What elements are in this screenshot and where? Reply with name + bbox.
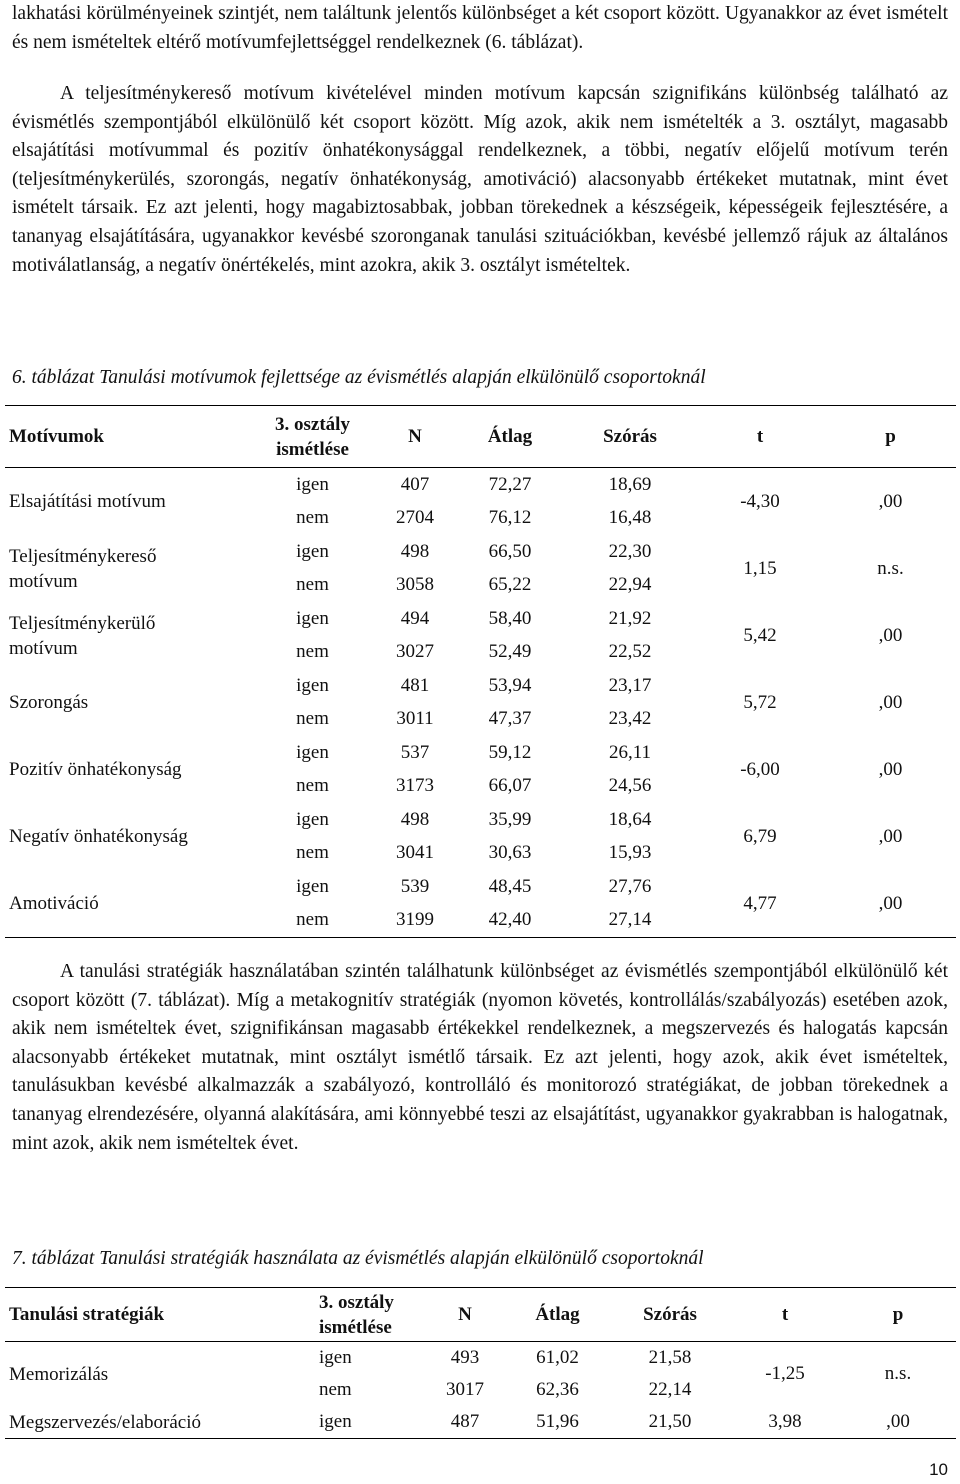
mean-cell: 30,63: [488, 842, 532, 864]
mean-cell: 72,27: [488, 473, 532, 495]
n-cell: 2704: [396, 507, 434, 529]
repeat-group-cell: igen: [319, 1411, 352, 1432]
row-label-line: motívum: [9, 570, 78, 592]
mean-cell: 66,50: [488, 540, 532, 562]
header-n: N: [375, 406, 455, 468]
t-value-cell: -1,25: [765, 1363, 805, 1384]
t-value-cell: 6,79: [743, 825, 777, 847]
row-label-line: Amotiváció: [9, 893, 99, 914]
table-row: [5, 1342, 956, 1375]
p-value-cell: ,00: [878, 490, 903, 512]
row-label: [5, 736, 250, 803]
sd-cell: 24,56: [608, 775, 652, 797]
sd-cell: 22,14: [648, 1379, 692, 1400]
p-value-cell: n.s.: [877, 557, 904, 579]
sd-cell: 23,17: [608, 674, 652, 696]
n-cell: 481: [400, 674, 430, 696]
repeat-group-cell: nem: [296, 842, 329, 864]
mean-cell: 59,12: [488, 741, 532, 763]
motives-table: [5, 405, 956, 938]
table-row: [5, 468, 956, 502]
sd-cell: 22,94: [608, 574, 652, 596]
header-osztaly-ismetlese: [315, 1288, 425, 1342]
header-motivumok: Motívumok: [5, 406, 250, 468]
repeat-group-cell: nem: [296, 507, 329, 529]
mean-cell: 66,07: [488, 775, 532, 797]
sd-cell: 22,30: [608, 540, 652, 562]
row-label: [5, 535, 250, 602]
row-label: [5, 468, 250, 536]
row-label-line: Memorizálás: [9, 1363, 109, 1385]
mean-cell: 58,40: [488, 607, 532, 629]
sd-cell: 16,48: [608, 507, 652, 529]
header-osztaly: 3. osztály: [275, 413, 350, 435]
mean-cell: 35,99: [488, 808, 532, 830]
paragraph-intro: lakhatási körülményeinek szintjét, nem találtunk jelentős különbséget a két csoport között. Ugyanakkor az évet ismételt és nem ismételtek eltérő motívumfejlettséggel rendelkeznek (6. táblázat).: [12, 3, 948, 53]
row-label: [5, 669, 250, 736]
table-row: [5, 535, 956, 569]
p-value-cell: ,00: [878, 624, 903, 646]
mean-cell: 61,02: [536, 1347, 579, 1368]
row-label-line: Szorongás: [9, 692, 89, 713]
table-row: [5, 736, 956, 770]
p-value-cell: n.s.: [884, 1363, 912, 1384]
strategies-table: [5, 1287, 956, 1439]
n-cell: 537: [400, 741, 430, 763]
row-label: [5, 1342, 315, 1407]
mean-cell: 65,22: [488, 574, 532, 596]
row-label-line: Teljesítménykereső: [9, 545, 157, 567]
p-value-cell: ,00: [878, 758, 903, 780]
table-header-row: [5, 406, 956, 468]
header-t: t: [730, 1288, 840, 1342]
row-label-line: Pozitív önhatékonyság: [9, 759, 182, 780]
table7-caption: 7. táblázat Tanulási stratégiák használata az évismétlés alapján elkülönülő csoportoknál: [12, 1248, 704, 1269]
t-value-cell: -6,00: [740, 758, 780, 780]
sd-cell: 23,42: [608, 708, 652, 730]
row-label: [5, 602, 250, 669]
mean-cell: 42,40: [488, 909, 532, 931]
row-label-line: Elsajátítási motívum: [9, 491, 166, 512]
header-szoras: Szórás: [565, 406, 695, 468]
header-atlag: Átlag: [505, 1288, 610, 1342]
repeat-group-cell: nem: [296, 909, 329, 931]
n-cell: 498: [400, 540, 430, 562]
row-label: [5, 870, 250, 938]
n-cell: 3173: [396, 775, 434, 797]
header-ismetlese: ismétlése: [319, 1316, 392, 1338]
header-p: p: [840, 1288, 956, 1342]
header-osztaly: 3. osztály: [319, 1291, 394, 1313]
table-row: [5, 803, 956, 837]
sd-cell: 21,58: [648, 1347, 692, 1368]
repeat-group-cell: igen: [296, 875, 329, 897]
n-cell: 407: [400, 473, 430, 495]
header-tanulasi-strategiak: Tanulási stratégiák: [5, 1288, 315, 1342]
sd-cell: 18,64: [608, 808, 652, 830]
mean-cell: 62,36: [536, 1379, 579, 1400]
repeat-group-cell: nem: [296, 708, 329, 730]
n-cell: 3199: [396, 909, 434, 931]
header-ismetlese: ismétlése: [276, 438, 349, 460]
n-cell: 487: [450, 1411, 480, 1432]
n-cell: 539: [400, 875, 430, 897]
sd-cell: 27,76: [608, 875, 652, 897]
p-value-cell: ,00: [878, 825, 903, 847]
p-value-cell: ,00: [878, 892, 903, 914]
mean-cell: 47,37: [488, 708, 532, 730]
row-label-line: motívum: [9, 637, 78, 659]
p-value-cell: ,00: [878, 691, 903, 713]
t-value-cell: 3,98: [768, 1411, 802, 1432]
t-value-cell: 4,77: [743, 892, 777, 914]
n-cell: 3058: [396, 574, 434, 596]
paragraph-strategies: A tanulási stratégiák használatában szintén találhatunk különbséget az évismétlés szempontjából elkülönülő két csoport között (7. táblázat). Míg a metakognitív stratégiák (nyomon követés, kontrollálás/szabályozás) esetében azok, akik nem ismételtek évet, szignifikánsan magasabb értékekkel rendelkeznek, a megszervezés és halogatás kapcsán alacsonyabb értékeket mutatnak, mint osztályt ismétlő társaik. Ez azt jelenti, hogy azok, akik évet ismételtek, tanulásukban kevésbé alkalmazzák a szabályozó, kontrolláló és monitorozó stratégiákat, de jobban törekednek a tananyag elrendezésére, olyanná alakítására, ami könnyebbé teszi az elsajátítást, ugyanakkor gyakrabban is halogatnak, mint azok, akik nem ismételtek évet.: [12, 961, 948, 1154]
header-szoras: Szórás: [610, 1288, 730, 1342]
t-value-cell: -4,30: [740, 490, 780, 512]
row-label-line: Negatív önhatékonyság: [9, 826, 188, 847]
t-value-cell: 5,42: [743, 624, 777, 646]
repeat-group-cell: igen: [296, 741, 329, 763]
t-value-cell: 5,72: [743, 691, 777, 713]
repeat-group-cell: nem: [296, 775, 329, 797]
row-label-line: Teljesítménykerülő: [9, 612, 156, 634]
repeat-group-cell: igen: [319, 1347, 352, 1368]
repeat-group-cell: igen: [296, 808, 329, 830]
header-osztaly-ismetlese: [250, 406, 375, 468]
header-t: t: [695, 406, 825, 468]
page-number: 10: [929, 1460, 948, 1479]
p-value-cell: ,00: [886, 1411, 910, 1432]
table-row: [5, 870, 956, 904]
n-cell: 3017: [446, 1379, 484, 1400]
sd-cell: 18,69: [608, 473, 652, 495]
repeat-group-cell: igen: [296, 674, 329, 696]
row-label: [5, 1406, 315, 1439]
table-row: [5, 669, 956, 703]
sd-cell: 27,14: [608, 909, 652, 931]
table-row: [5, 602, 956, 636]
mean-cell: 48,45: [488, 875, 532, 897]
repeat-group-cell: igen: [296, 607, 329, 629]
n-cell: 498: [400, 808, 430, 830]
row-label-line: Megszervezés/elaboráció: [9, 1411, 202, 1433]
table6-caption: 6. táblázat Tanulási motívumok fejlettsége az évismétlés alapján elkülönülő csoportoknál: [12, 367, 706, 388]
n-cell: 493: [450, 1347, 480, 1368]
t-value-cell: 1,15: [743, 557, 777, 579]
table-row: [5, 1406, 956, 1439]
sd-cell: 21,92: [608, 607, 652, 629]
repeat-group-cell: nem: [296, 641, 329, 663]
repeat-group-cell: nem: [319, 1379, 352, 1400]
n-cell: 494: [400, 607, 430, 629]
mean-cell: 52,49: [488, 641, 532, 663]
n-cell: 3027: [396, 641, 434, 663]
repeat-group-cell: igen: [296, 540, 329, 562]
sd-cell: 26,11: [608, 741, 652, 763]
mean-cell: 53,94: [488, 674, 532, 696]
repeat-group-cell: nem: [296, 574, 329, 596]
sd-cell: 21,50: [648, 1411, 692, 1432]
n-cell: 3011: [396, 708, 434, 730]
n-cell: 3041: [396, 842, 434, 864]
header-p: p: [825, 406, 956, 468]
row-label: [5, 803, 250, 870]
header-atlag: Átlag: [455, 406, 565, 468]
sd-cell: 15,93: [608, 842, 652, 864]
repeat-group-cell: igen: [296, 473, 329, 495]
mean-cell: 51,96: [536, 1411, 579, 1432]
mean-cell: 76,12: [488, 507, 532, 529]
paragraph-motives: A teljesítménykereső motívum kivételével minden motívum kapcsán szignifikáns különbség található az évismétlés szempontjából elkülönülő két csoport között. Míg azok, akik nem ismételték a 3. osztályt, magasabb elsajátítási motívummal és pozitív önhatékonysággal rendelkeznek, a többi, negatív előjelű motívum terén (teljesítménykerülés, szorongás, negatív önhatékonyság, amotiváció) alacsonyabb értékeket mutatnak, mint évet ismételt társaik. Ez azt jelenti, hogy magabiztosabbak, jobban törekednek a készségeik, képességeik fejlesztésére, a tananyag elsajátítására, ugyanakkor kevésbé szoronganak tanulási szituációkban, kevésbé jellemző rájuk az általános motiválatlanság, a negatív önértékelés, mint azokra, akik 3. osztályt ismételtek.: [12, 83, 948, 276]
header-n: N: [425, 1288, 505, 1342]
table-header-row: [5, 1288, 956, 1342]
sd-cell: 22,52: [608, 641, 652, 663]
